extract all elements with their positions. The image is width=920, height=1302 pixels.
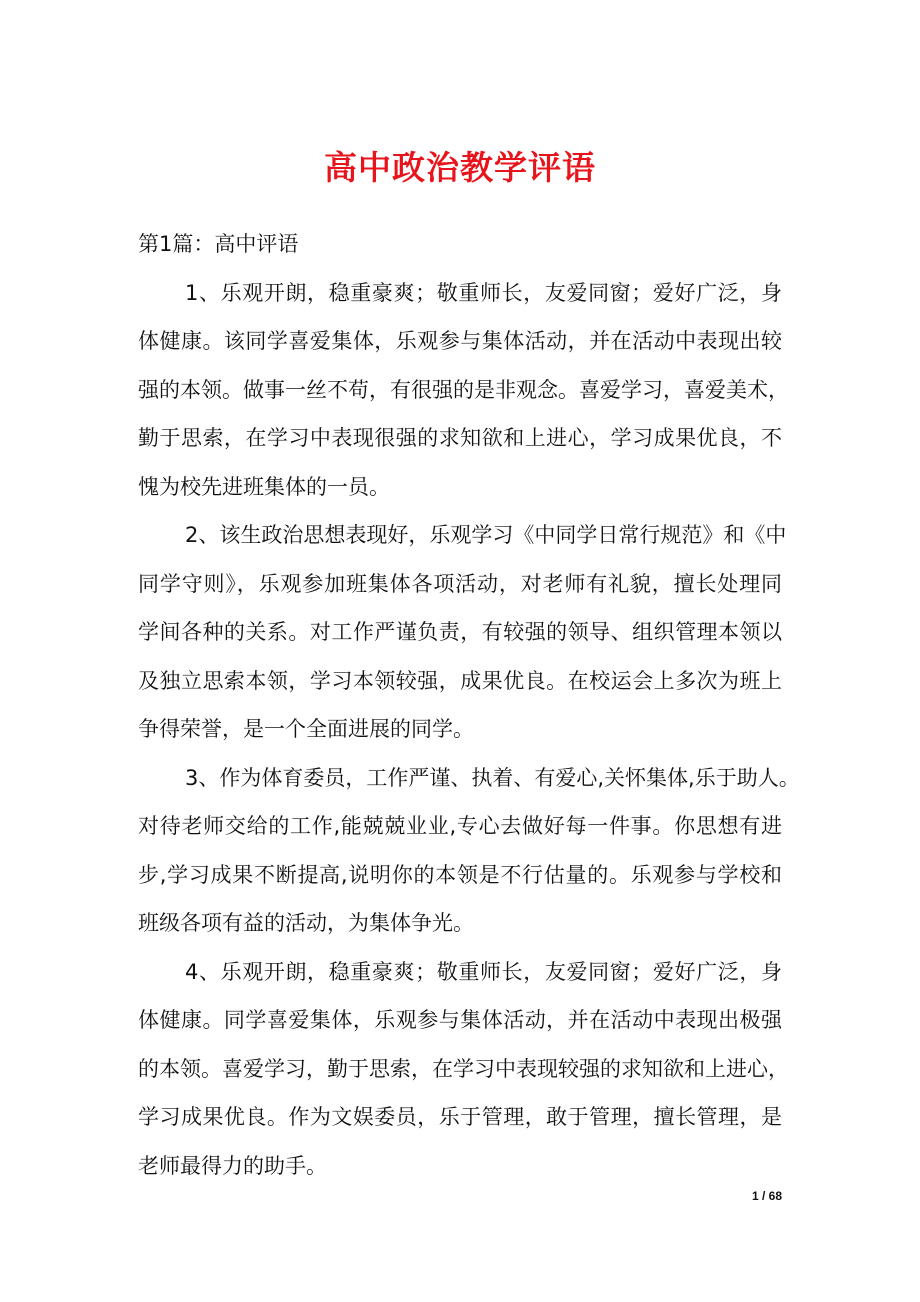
paragraph-line: 的本领。喜爱学习，勤于思索，在学习中表现较强的求知欲和上进心， xyxy=(138,1056,789,1081)
page-number: 1 / 68 xyxy=(751,1189,782,1203)
paragraph-line: 2、该生政治思想表现好，乐观学习《中同学日常行规范》和《中 xyxy=(185,523,787,547)
paragraph-line: 学习成果优良。作为文娱委员，乐于管理，敢于管理，擅长管理，是 xyxy=(138,1105,782,1129)
paragraph-line: 同学守则》，乐观参加班集体各项活动，对老师有礼貌，擅长处理同 xyxy=(138,571,782,596)
paragraph-line: 争得荣誉，是一个全面进展的同学。 xyxy=(138,717,474,741)
section-heading: 第1篇：高中评语 xyxy=(138,232,299,256)
paragraph xyxy=(138,754,800,948)
paragraph-line: 强的本领。做事一丝不苟，有很强的是非观念。喜爱学习，喜爱美术， xyxy=(138,377,789,402)
paragraph-line: 步,学习成果不断提高,说明你的本领是不行估量的。乐观参与学校和 xyxy=(138,862,782,887)
paragraph-line: 体健康。该同学喜爱集体，乐观参与集体活动，并在活动中表现出较 xyxy=(138,329,782,353)
document-title: 高中政治教学评语 xyxy=(324,148,596,187)
paragraph-line: 勤于思索，在学习中表现很强的求知欲和上进心，学习成果优良，不 xyxy=(138,426,782,450)
paragraph-line: 体健康。同学喜爱集体，乐观参与集体活动，并在活动中表现出极强 xyxy=(138,1008,782,1032)
paragraph-line: 4、乐观开朗，稳重豪爽；敬重师长，友爱同窗；爱好广泛，身 xyxy=(185,959,782,984)
paragraph-line: 及独立思索本领，学习本领较强，成果优良。在校运会上多次为班上 xyxy=(138,668,782,693)
paragraph xyxy=(138,948,789,1191)
paragraph-line: 1、乐观开朗，稳重豪爽；敬重师长，友爱同窗；爱好广泛，身 xyxy=(185,280,782,305)
paragraph-line: 学间各种的关系。对工作严谨负责，有较强的领导、组织管理本领以 xyxy=(138,620,782,644)
paragraph-line: 3、作为体育委员，工作严谨、执着、有爱心,关怀集体,乐于助人。 xyxy=(185,765,800,790)
paragraph-line: 班级各项有益的活动，为集体争光。 xyxy=(138,911,474,935)
paragraph-line: 愧为校先进班集体的一员。 xyxy=(138,474,390,499)
paragraph-line: 对待老师交给的工作,能兢兢业业,专心去做好每一件事。你思想有进 xyxy=(138,814,782,838)
paragraph xyxy=(138,511,787,754)
paragraph xyxy=(138,269,789,512)
paragraph-line: 老师最得力的助手。 xyxy=(138,1153,327,1178)
paragraphs xyxy=(138,269,800,1191)
document-body xyxy=(138,220,800,1190)
